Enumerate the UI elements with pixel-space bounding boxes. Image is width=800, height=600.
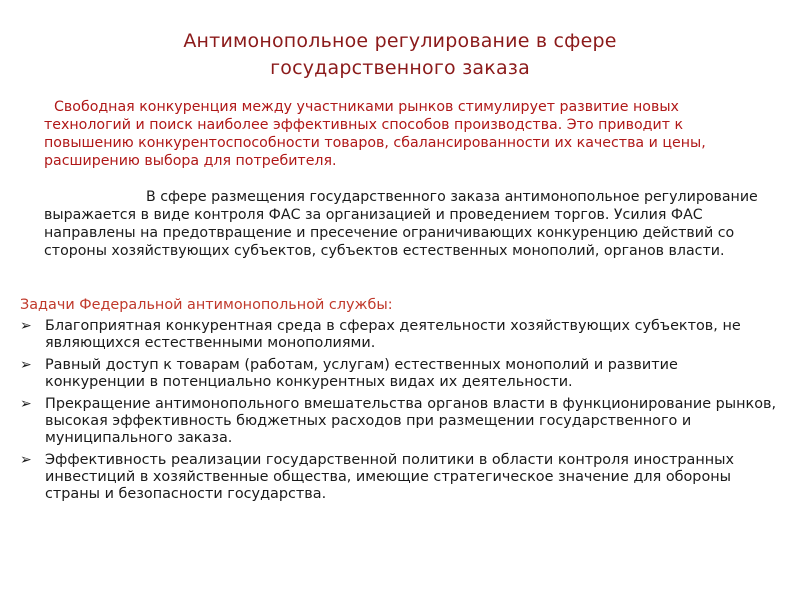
arrow-bullet-icon: ➢ [20, 318, 32, 334]
slide-title-line-1: Антимонопольное регулирование в сфере [183, 30, 617, 52]
task-item [20, 396, 780, 447]
task-item [20, 357, 780, 391]
task-text: Эффективность реализации государственной политики в области контроля иностранных инвестиций в хозяйственные общества, имеющие стратегическое значение для обороны страны и безопасности государства. [45, 452, 735, 502]
task-text: Благоприятная конкурентная среда в сферах деятельности хозяйствующих субъектов, не являющихся естественными монополиями. [45, 318, 741, 351]
tasks-heading: Задачи Федеральной антимонопольной службы: [20, 297, 393, 313]
slide-title [100, 28, 700, 82]
procurement-paragraph: В сфере размещения государственного заказа антимонопольное регулирование выражается в виде контроля ФАС за организацией и проведением торгов. Усилия ФАС направлены на предотвращение и пресечение ограничивающих конкуренцию действий со стороны хозяйствующих субъектов, субъектов естественных монополий, органов власти. [44, 189, 758, 259]
task-item [20, 452, 780, 503]
task-item [20, 318, 780, 352]
tasks-list [20, 318, 780, 508]
arrow-bullet-icon: ➢ [20, 396, 32, 412]
arrow-bullet-icon: ➢ [20, 452, 32, 468]
arrow-bullet-icon: ➢ [20, 357, 32, 373]
task-text: Прекращение антимонопольного вмешательства органов власти в функционирование рынков, высокая эффективность бюджетных расходов при размещении государственного и муниципального заказа. [45, 396, 777, 446]
task-text: Равный доступ к товарам (работам, услугам) естественных монополий и развитие конкуренции в потенциально конкурентных видах их деятельности. [45, 357, 678, 390]
intro-paragraph: Свободная конкуренция между участниками рынков стимулирует развитие новых технологий и поиск наиболее эффективных способов производства. Это приводит к повышению конкурентоспособности товаров, сбалансированности их качества и цены, расширению выбора для потребителя. [44, 99, 706, 169]
slide-title-line-2: государственного заказа [270, 57, 530, 79]
